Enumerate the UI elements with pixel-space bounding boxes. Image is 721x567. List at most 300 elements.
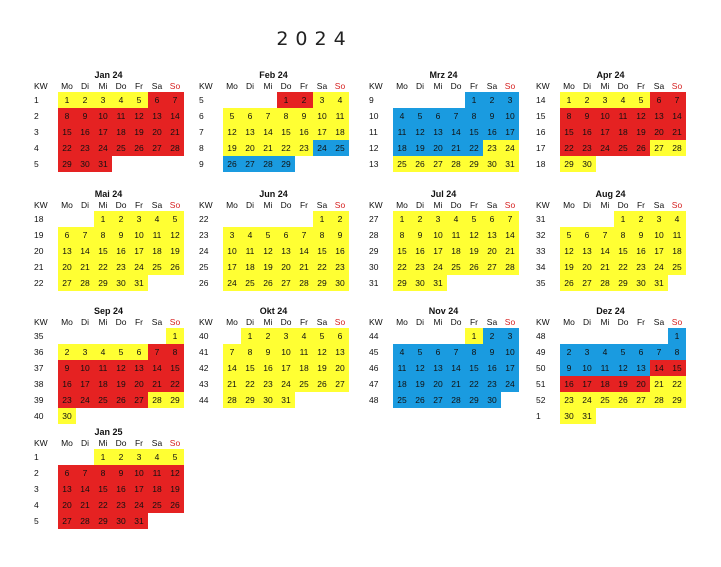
day-cell: 23 [483, 376, 501, 392]
day-cell: 6 [331, 328, 349, 344]
weekday-header: Sa [486, 317, 498, 327]
weekday-header: Mi [600, 317, 610, 327]
day-cell: 10 [578, 360, 596, 376]
weekday-header: Mi [263, 200, 273, 210]
day-cell: 17 [501, 124, 519, 140]
day-cell: 24 [429, 259, 447, 275]
day-cell: 9 [411, 227, 429, 243]
day-cell: 13 [277, 243, 295, 259]
weekday-header: Di [415, 81, 425, 91]
day-cell: 2 [578, 92, 596, 108]
month-title: Dez 24 [596, 306, 625, 316]
day-cell: 16 [632, 243, 650, 259]
day-cell: 31 [578, 408, 596, 424]
day-cell: 25 [393, 392, 411, 408]
day-cell: 23 [578, 140, 596, 156]
week-number: 37 [34, 363, 44, 373]
day-cell: 24 [313, 140, 331, 156]
day-cell: 3 [429, 211, 447, 227]
day-cell: 5 [166, 211, 184, 227]
weekday-header: Do [115, 81, 127, 91]
day-cell: 9 [632, 227, 650, 243]
day-cell: 24 [578, 392, 596, 408]
day-cell: 23 [58, 392, 76, 408]
weekday-header: Mi [600, 81, 610, 91]
week-number: 6 [199, 111, 204, 121]
day-cell: 8 [393, 227, 411, 243]
kw-header: KW [536, 317, 550, 327]
day-cell: 2 [259, 328, 277, 344]
day-cell: 6 [58, 465, 76, 481]
day-cell: 21 [447, 140, 465, 156]
day-cell: 20 [277, 259, 295, 275]
weekday-header: Sa [653, 200, 665, 210]
weekday-header: So [504, 317, 516, 327]
kw-header: KW [369, 317, 383, 327]
day-cell: 14 [76, 481, 94, 497]
day-cell: 25 [148, 259, 166, 275]
week-number: 47 [369, 379, 379, 389]
day-cell: 4 [393, 108, 411, 124]
day-cell: 18 [393, 376, 411, 392]
day-cell: 17 [130, 481, 148, 497]
day-cell: 21 [223, 376, 241, 392]
day-cell: 20 [578, 259, 596, 275]
day-cell: 29 [94, 275, 112, 291]
day-cell: 23 [259, 376, 277, 392]
day-cell: 18 [596, 376, 614, 392]
day-cell: 14 [76, 243, 94, 259]
day-cell: 29 [614, 275, 632, 291]
day-cell: 4 [447, 211, 465, 227]
month-title: Nov 24 [428, 306, 459, 316]
day-cell: 25 [148, 497, 166, 513]
day-cell: 27 [578, 275, 596, 291]
day-cell: 6 [429, 344, 447, 360]
day-cell: 9 [483, 344, 501, 360]
day-cell: 16 [483, 360, 501, 376]
weekday-header: So [334, 317, 346, 327]
day-cell: 7 [295, 227, 313, 243]
day-cell: 22 [465, 140, 483, 156]
day-cell: 1 [560, 92, 578, 108]
day-cell: 4 [148, 211, 166, 227]
day-cell: 3 [76, 344, 94, 360]
day-cell: 28 [650, 392, 668, 408]
day-cell: 4 [112, 92, 130, 108]
day-cell: 10 [130, 465, 148, 481]
day-cell: 21 [76, 497, 94, 513]
weekday-header: So [504, 200, 516, 210]
day-cell: 14 [447, 124, 465, 140]
day-cell: 5 [465, 211, 483, 227]
day-cell: 2 [632, 211, 650, 227]
weekday-header: Fr [134, 438, 144, 448]
day-cell: 13 [58, 243, 76, 259]
month-title: Feb 24 [259, 70, 288, 80]
day-cell: 15 [465, 360, 483, 376]
week-number: 5 [34, 516, 39, 526]
day-cell: 2 [76, 92, 94, 108]
week-number: 32 [536, 230, 546, 240]
day-cell: 15 [668, 360, 686, 376]
week-number: 23 [199, 230, 209, 240]
day-cell: 6 [58, 227, 76, 243]
week-number: 48 [536, 331, 546, 341]
day-cell: 29 [465, 392, 483, 408]
week-number: 1 [34, 452, 39, 462]
day-cell: 9 [76, 108, 94, 124]
day-cell: 2 [483, 92, 501, 108]
day-cell: 20 [429, 376, 447, 392]
day-cell: 20 [331, 360, 349, 376]
day-cell: 12 [223, 124, 241, 140]
day-cell: 29 [277, 156, 295, 172]
day-cell: 18 [295, 360, 313, 376]
day-cell: 17 [76, 376, 94, 392]
weekday-header: Fr [469, 81, 479, 91]
day-cell: 4 [614, 92, 632, 108]
week-number: 39 [34, 395, 44, 405]
month-title: Aug 24 [595, 189, 626, 199]
day-cell: 28 [501, 259, 519, 275]
week-number: 50 [536, 363, 546, 373]
weekday-header: Sa [486, 200, 498, 210]
day-cell: 20 [148, 124, 166, 140]
week-number: 2 [34, 468, 39, 478]
day-cell: 6 [650, 92, 668, 108]
weekday-header: Sa [151, 81, 163, 91]
day-cell: 14 [596, 243, 614, 259]
day-cell: 1 [58, 92, 76, 108]
day-cell: 6 [130, 344, 148, 360]
weekday-header: So [671, 317, 683, 327]
day-cell: 2 [112, 449, 130, 465]
kw-header: KW [199, 200, 213, 210]
weekday-header: So [671, 81, 683, 91]
day-cell: 14 [223, 360, 241, 376]
day-cell: 13 [429, 360, 447, 376]
day-cell: 19 [112, 376, 130, 392]
day-cell: 18 [94, 376, 112, 392]
day-cell: 26 [560, 275, 578, 291]
page-title: 2024 [276, 28, 353, 50]
day-cell: 11 [148, 465, 166, 481]
day-cell: 20 [650, 124, 668, 140]
weekday-header: Mo [563, 200, 575, 210]
day-cell: 18 [668, 243, 686, 259]
day-cell: 29 [58, 156, 76, 172]
day-cell: 27 [58, 275, 76, 291]
day-cell: 14 [668, 108, 686, 124]
month-title: Mai 24 [94, 189, 123, 199]
day-cell: 15 [277, 124, 295, 140]
day-cell: 5 [112, 344, 130, 360]
day-cell: 11 [148, 227, 166, 243]
day-cell: 7 [447, 108, 465, 124]
week-number: 2 [34, 111, 39, 121]
day-cell: 19 [313, 360, 331, 376]
day-cell: 31 [130, 275, 148, 291]
day-cell: 16 [112, 243, 130, 259]
day-cell: 4 [241, 227, 259, 243]
week-number: 11 [369, 127, 378, 137]
day-cell: 7 [259, 108, 277, 124]
day-cell: 5 [411, 108, 429, 124]
week-number: 43 [199, 379, 209, 389]
day-cell: 7 [447, 344, 465, 360]
day-cell: 19 [130, 124, 148, 140]
day-cell: 6 [241, 108, 259, 124]
day-cell: 11 [241, 243, 259, 259]
day-cell: 4 [668, 211, 686, 227]
day-cell: 24 [650, 259, 668, 275]
day-cell: 9 [112, 465, 130, 481]
day-cell: 14 [501, 227, 519, 243]
month-title: Jun 24 [259, 189, 288, 199]
day-cell: 6 [277, 227, 295, 243]
day-cell: 21 [259, 140, 277, 156]
kw-header: KW [34, 81, 48, 91]
day-cell: 25 [447, 259, 465, 275]
day-cell: 4 [331, 92, 349, 108]
month-title: Apr 24 [596, 70, 625, 80]
weekday-header: Di [582, 200, 592, 210]
weekday-header: Fr [469, 317, 479, 327]
day-cell: 18 [112, 124, 130, 140]
day-cell: 10 [76, 360, 94, 376]
day-cell: 2 [112, 211, 130, 227]
day-cell: 28 [447, 156, 465, 172]
day-cell: 7 [76, 465, 94, 481]
day-cell: 7 [501, 211, 519, 227]
day-cell: 22 [560, 140, 578, 156]
day-cell: 15 [313, 243, 331, 259]
day-cell: 12 [112, 360, 130, 376]
day-cell: 27 [241, 156, 259, 172]
day-cell: 24 [76, 392, 94, 408]
weekday-header: So [334, 200, 346, 210]
day-cell: 22 [668, 376, 686, 392]
week-number: 31 [536, 214, 546, 224]
weekday-header: Di [582, 81, 592, 91]
day-cell: 13 [632, 360, 650, 376]
day-cell: 30 [632, 275, 650, 291]
day-cell: 28 [166, 140, 184, 156]
day-cell: 26 [130, 140, 148, 156]
day-cell: 30 [58, 408, 76, 424]
weekday-header: Fr [299, 81, 309, 91]
day-cell: 29 [94, 513, 112, 529]
day-cell: 17 [429, 243, 447, 259]
day-cell: 22 [313, 259, 331, 275]
week-number: 28 [369, 230, 379, 240]
day-cell: 26 [411, 392, 429, 408]
day-cell: 22 [241, 376, 259, 392]
week-number: 22 [199, 214, 209, 224]
week-number: 44 [199, 395, 209, 405]
weekday-header: Do [115, 317, 127, 327]
day-cell: 10 [313, 108, 331, 124]
weekday-header: Mi [433, 81, 443, 91]
day-cell: 2 [331, 211, 349, 227]
weekday-header: Mo [396, 200, 408, 210]
day-cell: 16 [578, 124, 596, 140]
day-cell: 26 [166, 497, 184, 513]
day-cell: 25 [614, 140, 632, 156]
day-cell: 7 [668, 92, 686, 108]
week-number: 34 [536, 262, 546, 272]
weekday-header: Fr [134, 200, 144, 210]
day-cell: 17 [650, 243, 668, 259]
day-cell: 3 [277, 328, 295, 344]
day-cell: 12 [166, 227, 184, 243]
day-cell: 1 [277, 92, 295, 108]
kw-header: KW [34, 438, 48, 448]
day-cell: 13 [148, 108, 166, 124]
weekday-header: Fr [636, 200, 646, 210]
day-cell: 22 [465, 376, 483, 392]
day-cell: 16 [295, 124, 313, 140]
day-cell: 10 [501, 344, 519, 360]
day-cell: 3 [130, 449, 148, 465]
day-cell: 26 [259, 275, 277, 291]
day-cell: 28 [259, 156, 277, 172]
day-cell: 14 [295, 243, 313, 259]
weekday-header: Fr [134, 81, 144, 91]
weekday-header: Do [280, 200, 292, 210]
weekday-header: Di [582, 317, 592, 327]
week-number: 35 [34, 331, 44, 341]
month-title: Jul 24 [430, 189, 457, 199]
week-number: 5 [199, 95, 204, 105]
weekday-header: Di [80, 81, 90, 91]
day-cell: 24 [596, 140, 614, 156]
day-cell: 30 [411, 275, 429, 291]
day-cell: 15 [166, 360, 184, 376]
day-cell: 25 [112, 140, 130, 156]
day-cell: 20 [130, 376, 148, 392]
day-cell: 8 [241, 344, 259, 360]
week-number: 27 [369, 214, 379, 224]
day-cell: 30 [112, 275, 130, 291]
day-cell: 22 [94, 259, 112, 275]
day-cell: 19 [632, 124, 650, 140]
day-cell: 27 [58, 513, 76, 529]
day-cell: 19 [465, 243, 483, 259]
day-cell: 15 [241, 360, 259, 376]
weekday-header: Mo [396, 317, 408, 327]
day-cell: 27 [429, 156, 447, 172]
day-cell: 17 [578, 376, 596, 392]
weekday-header: Mi [600, 200, 610, 210]
day-cell: 29 [393, 275, 411, 291]
weekday-header: So [169, 200, 181, 210]
weekday-header: Mo [563, 317, 575, 327]
day-cell: 7 [76, 227, 94, 243]
weekday-header: Sa [316, 81, 328, 91]
weekday-header: Mi [263, 81, 273, 91]
week-number: 46 [369, 363, 379, 373]
day-cell: 12 [632, 108, 650, 124]
day-cell: 23 [560, 392, 578, 408]
day-cell: 21 [596, 259, 614, 275]
day-cell: 3 [313, 92, 331, 108]
week-number: 35 [536, 278, 546, 288]
day-cell: 7 [148, 344, 166, 360]
day-cell: 16 [76, 124, 94, 140]
day-cell: 5 [560, 227, 578, 243]
day-cell: 3 [578, 344, 596, 360]
day-cell: 29 [668, 392, 686, 408]
week-number: 10 [369, 111, 379, 121]
day-cell: 3 [130, 211, 148, 227]
day-cell: 26 [614, 392, 632, 408]
weekday-header: Sa [653, 81, 665, 91]
week-number: 49 [536, 347, 546, 357]
week-number: 29 [369, 246, 379, 256]
weekday-header: Fr [636, 81, 646, 91]
day-cell: 28 [148, 392, 166, 408]
day-cell: 28 [223, 392, 241, 408]
day-cell: 15 [614, 243, 632, 259]
day-cell: 6 [632, 344, 650, 360]
month-title: Okt 24 [259, 306, 288, 316]
day-cell: 10 [94, 108, 112, 124]
day-cell: 18 [241, 259, 259, 275]
day-cell: 22 [58, 140, 76, 156]
day-cell: 31 [94, 156, 112, 172]
week-number: 51 [536, 379, 546, 389]
day-cell: 9 [331, 227, 349, 243]
month-title: Sep 24 [93, 306, 124, 316]
day-cell: 30 [259, 392, 277, 408]
day-cell: 14 [166, 108, 184, 124]
day-cell: 16 [483, 124, 501, 140]
day-cell: 10 [130, 227, 148, 243]
day-cell: 29 [241, 392, 259, 408]
day-cell: 22 [166, 376, 184, 392]
day-cell: 9 [560, 360, 578, 376]
day-cell: 24 [223, 275, 241, 291]
day-cell: 21 [148, 376, 166, 392]
week-number: 38 [34, 379, 44, 389]
day-cell: 11 [393, 360, 411, 376]
weekday-header: Do [450, 81, 462, 91]
day-cell: 9 [259, 344, 277, 360]
week-number: 3 [34, 484, 39, 494]
day-cell: 10 [501, 108, 519, 124]
day-cell: 27 [130, 392, 148, 408]
day-cell: 19 [560, 259, 578, 275]
day-cell: 17 [130, 243, 148, 259]
day-cell: 20 [241, 140, 259, 156]
weekday-header: Do [115, 200, 127, 210]
day-cell: 8 [166, 344, 184, 360]
week-number: 4 [34, 500, 39, 510]
weekday-header: Do [617, 317, 629, 327]
day-cell: 11 [447, 227, 465, 243]
day-cell: 29 [166, 392, 184, 408]
day-cell: 1 [465, 328, 483, 344]
day-cell: 9 [112, 227, 130, 243]
day-cell: 12 [166, 465, 184, 481]
day-cell: 22 [393, 259, 411, 275]
week-number: 36 [34, 347, 44, 357]
day-cell: 18 [148, 243, 166, 259]
day-cell: 24 [277, 376, 295, 392]
weekday-header: Di [80, 438, 90, 448]
